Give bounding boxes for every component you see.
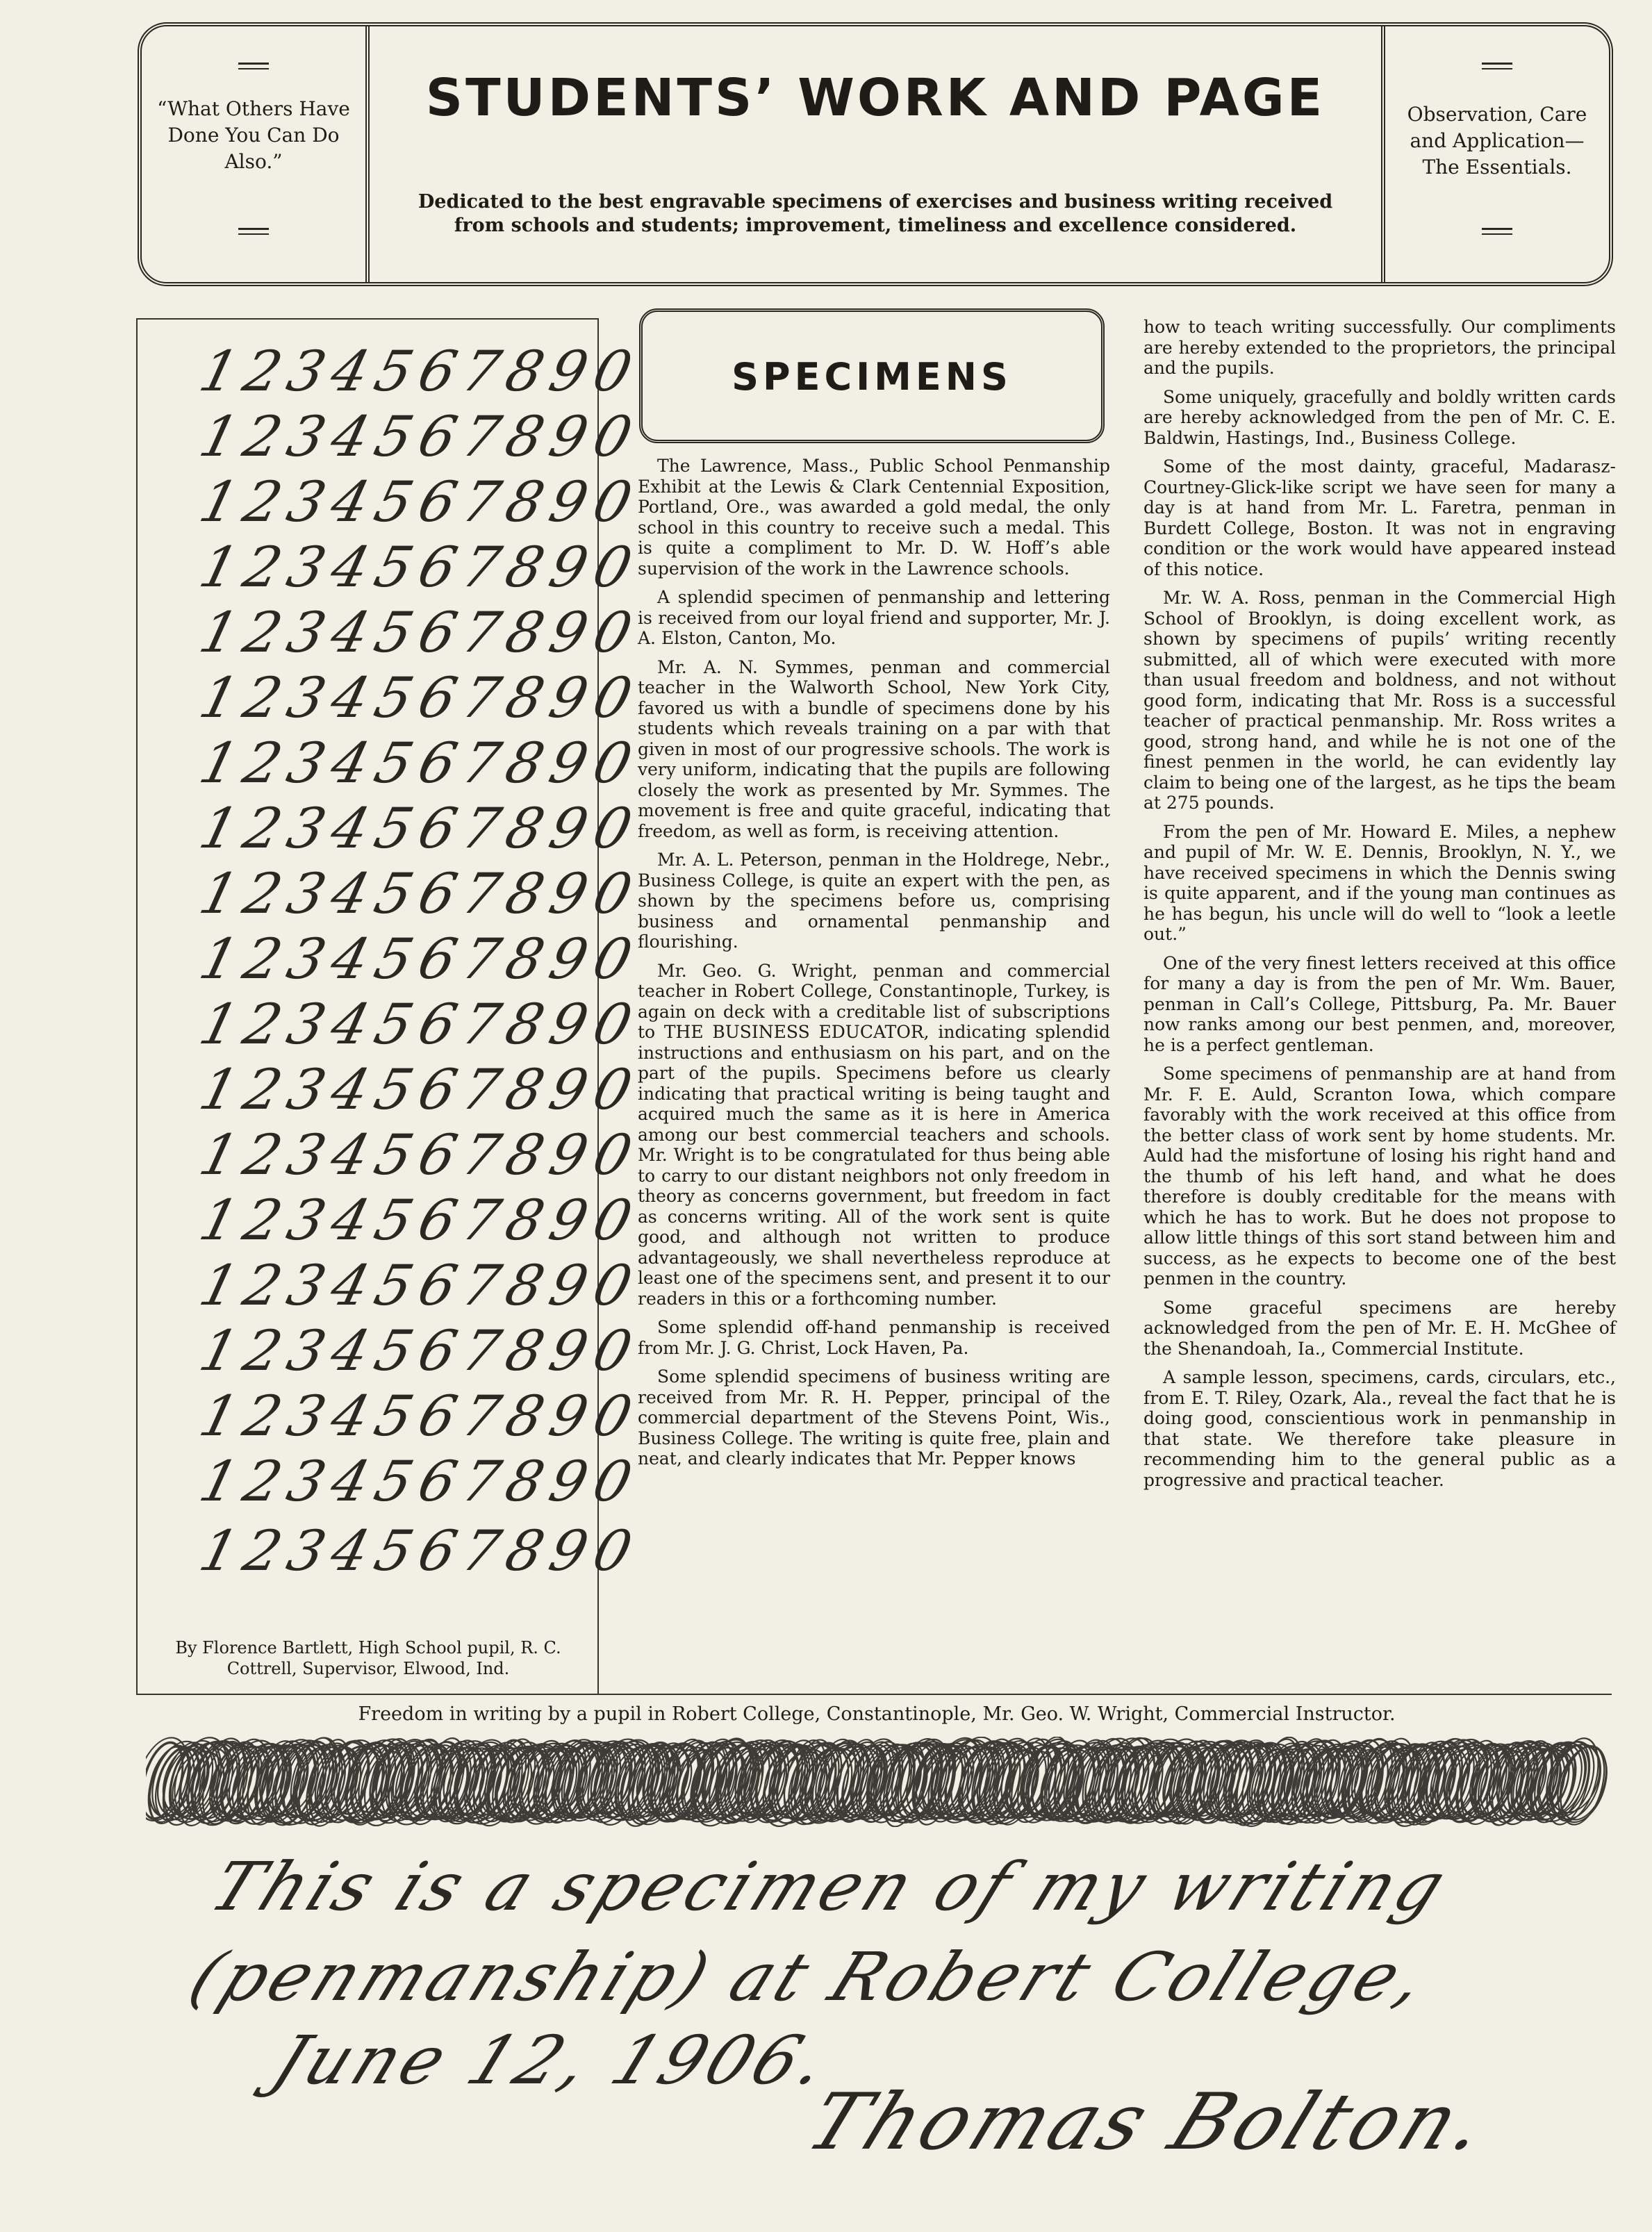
header-subtitle: Dedicated to the best engravable specimens of exercises and business writing received from schools and students; improvement, timeliness and excellence considered. xyxy=(418,191,1333,236)
article-paragraph: Mr. A. N. Symmes, penman and commercial teacher in the Walworth School, New York City, favored us with a bundle of specimens done by his students which reveals training on a par with that given in most of our progressive schools. The work is very uniform, indicating that the pupils are following closely the work as presented by Mr. Symmes. The movement is free and quite graceful, indicating that freedom, as well as form, is receiving attention. xyxy=(638,656,1110,841)
handwriting-line: This is a specimen of my writing xyxy=(199,1848,1461,1926)
digit-row: 1234567890 xyxy=(193,470,647,534)
ornament-dash xyxy=(238,228,269,230)
handwriting-signature: Thomas Bolton. xyxy=(794,2077,1505,2167)
specimens-title: SPECIMENS xyxy=(732,355,1012,399)
handwriting-line: June 12, 1906. xyxy=(262,2022,844,2099)
ornament-dash xyxy=(1482,228,1512,230)
article-paragraph: A sample lesson, specimens, cards, circulars, etc., from E. T. Riley, Ozark, Ala., reveal the fact that he is doing good, conscientious work in penmanship in that state. We therefore take pleasure in recommending him to the general public as a progressive and practical teacher. xyxy=(1143,1367,1616,1490)
penmanship-caption: Freedom in writing by a pupil in Robert College, Constantinople, Mr. Geo. W. Wright, Commercial Instructor. xyxy=(358,1703,1396,1725)
digit-row: 1234567890 xyxy=(193,927,647,991)
oval-drill-scribble xyxy=(146,1737,1612,1827)
article-paragraph: Mr. W. A. Ross, penman in the Commercial High School of Brooklyn, is doing excellent work, as shown by specimens of pupils’ writing recently submitted, all of which were executed with more than usual freedom and boldness, and not without good form, indicating that Mr. Ross is a successful teacher of practical penmanship. Mr. Ross writes a good, strong hand, and while he is not one of the finest penmen in the world, he can evidently lay claim to being one of the largest, as he tips the beam at 275 pounds. xyxy=(1143,588,1616,813)
digit-row: 1234567890 xyxy=(193,1123,647,1187)
digit-row: 1234567890 xyxy=(193,796,647,861)
article-paragraph: A splendid specimen of penmanship and lettering is received from our loyal friend and supporter, Mr. J. A. Elston, Canton, Mo. xyxy=(638,587,1110,648)
digit-row: 1234567890 xyxy=(193,535,647,600)
header-left-panel xyxy=(142,26,370,282)
digit-row: 1234567890 xyxy=(193,1253,647,1318)
digit-row: 1234567890 xyxy=(193,1384,647,1448)
digit-specimens-caption: By Florence Bartlett, High School pupil, R. C. Cottrell, Supervisor, Elwood, Ind. xyxy=(175,1638,561,1678)
handwriting-specimen xyxy=(174,1848,1598,2174)
page-header xyxy=(138,22,1613,286)
digit-row: 1234567890 xyxy=(193,1188,647,1253)
article-paragraph: Mr. A. L. Peterson, penman in the Holdrege, Nebr., Business College, is quite an expert with the pen, as shown by the specimens before us, comprising business and ornamental penmanship and flourishing. xyxy=(638,850,1110,952)
article-paragraph: Some uniquely, gracefully and boldly written cards are hereby acknowledged from the pen of Mr. C. E. Baldwin, Hastings, Ind., Business College. xyxy=(1143,386,1616,448)
article-paragraph: Some splendid specimens of business writing are received from Mr. R. H. Pepper, principal of the commercial department of the Stevens Point, Wis., Business College. The writing is quite free, plain and neat, and clearly indicates that Mr. Pepper knows xyxy=(638,1366,1110,1469)
article-paragraph: One of the very finest letters received at this office for many a day is from the pen of Mr. Wm. Bauer, penman in Call’s College, Pittsburg, Pa. Mr. Bauer now ranks among our best penmen, and, moreover, he is a perfect gentleman. xyxy=(1143,952,1616,1055)
digit-row: 1234567890 xyxy=(193,731,647,795)
page-title: STUDENTS’ WORK AND PAGE xyxy=(425,68,1325,128)
digit-row: 1234567890 xyxy=(193,666,647,730)
header-right-motto: Observation, Care and Application—The Essentials. xyxy=(1407,103,1587,179)
digit-row: 1234567890 xyxy=(193,1449,647,1514)
article-paragraph: how to teach writing successfully. Our compliments are hereby extended to the proprietors, the principal and the pupils. xyxy=(1143,317,1616,378)
article-paragraph: Some specimens of penmanship are at hand from Mr. F. E. Auld, Scranton Iowa, which compare favorably with the work received at this office from the better class of work sent by home students. Mr. Auld had the misfortune of losing his right hand and the thumb of his left hand, and what he does therefore is doubly creditable for the means with which he has to work. But he does not propose to allow little things of this sort stand between him and success, as he expects to become one of the best penmen in the country. xyxy=(1143,1064,1616,1289)
ornament-dash xyxy=(1482,63,1512,65)
handwriting-line: (penmanship) at Robert College, xyxy=(179,1938,1442,2016)
left-column-top-rule xyxy=(136,318,597,320)
article-paragraph: Some of the most dainty, graceful, Madarasz-Courtney-Glick-like script we have seen for many a day is at hand from Mr. L. Faretra, penman in Burdett College, Boston. It was not in engraving condition or the work would have appeared instead of this notice. xyxy=(1143,456,1616,579)
article-paragraph: Some graceful specimens are hereby acknowledged from the pen of Mr. E. H. McGhee of the Shenandoah, Ia., Commercial Institute. xyxy=(1143,1297,1616,1359)
header-right-panel xyxy=(1381,26,1609,282)
digit-row: 1234567890 xyxy=(193,992,647,1057)
digit-row: 1234567890 xyxy=(193,600,647,665)
digit-row: 1234567890 xyxy=(193,861,647,926)
article-paragraph: The Lawrence, Mass., Public School Penmanship Exhibit at the Lewis & Clark Centennial Exposition, Portland, Ore., was awarded a gold medal, the only school in this country to receive such a medal. This is quite a compliment to Mr. D. W. Hoff’s able supervision of the work in the Lawrence schools. xyxy=(638,456,1110,579)
left-column-border xyxy=(136,318,138,1695)
digit-row: 1234567890 xyxy=(193,339,647,404)
article-column-right xyxy=(1143,317,1616,1498)
article-paragraph: Mr. Geo. G. Wright, penman and commercial teacher in Robert College, Constantinople, Turkey, is again on deck with a creditable list of subscriptions to THE BUSINESS EDUCATOR, indicating splendid instructions and enthusiasm on his part, and on the part of the pupils. Specimens before us clearly indicating that practical writing is being taught and acquired much the same as it is here in America among our best commercial teachers and schools. Mr. Wright is to be congratulated for thus being able to carry to our distant neighbors not only freedom in theory as concerns government, but freedom in fact as concerns writing. All of the work sent is quite good, and although not written to produce advantageously, we shall nevertheless reproduce at least one of the specimens sent, and present it to our readers in this or a forthcoming number. xyxy=(638,960,1110,1309)
specimens-heading-box xyxy=(639,308,1105,443)
article-paragraph: Some splendid off-hand penmanship is received from Mr. J. G. Christ, Lock Haven, Pa. xyxy=(638,1317,1110,1358)
digit-row: 1234567890 xyxy=(193,404,647,469)
article-column-middle xyxy=(638,456,1110,1478)
section-rule xyxy=(136,1694,1612,1695)
ornament-dash xyxy=(238,63,269,65)
digit-row: 1234567890 xyxy=(193,1057,647,1122)
header-left-quote: “What Others Have Done You Can Do Also.” xyxy=(157,97,350,173)
digit-row: 1234567890 xyxy=(193,1318,647,1383)
digit-row: 1234567890 xyxy=(193,1519,647,1583)
article-paragraph: From the pen of Mr. Howard E. Miles, a nephew and pupil of Mr. W. E. Dennis, Brooklyn, N. Y., we have received specimens in which the Dennis swing is quite apparent, and if the young man continues as he has begun, his uncle will do well to “look a leetle out.” xyxy=(1143,821,1616,944)
